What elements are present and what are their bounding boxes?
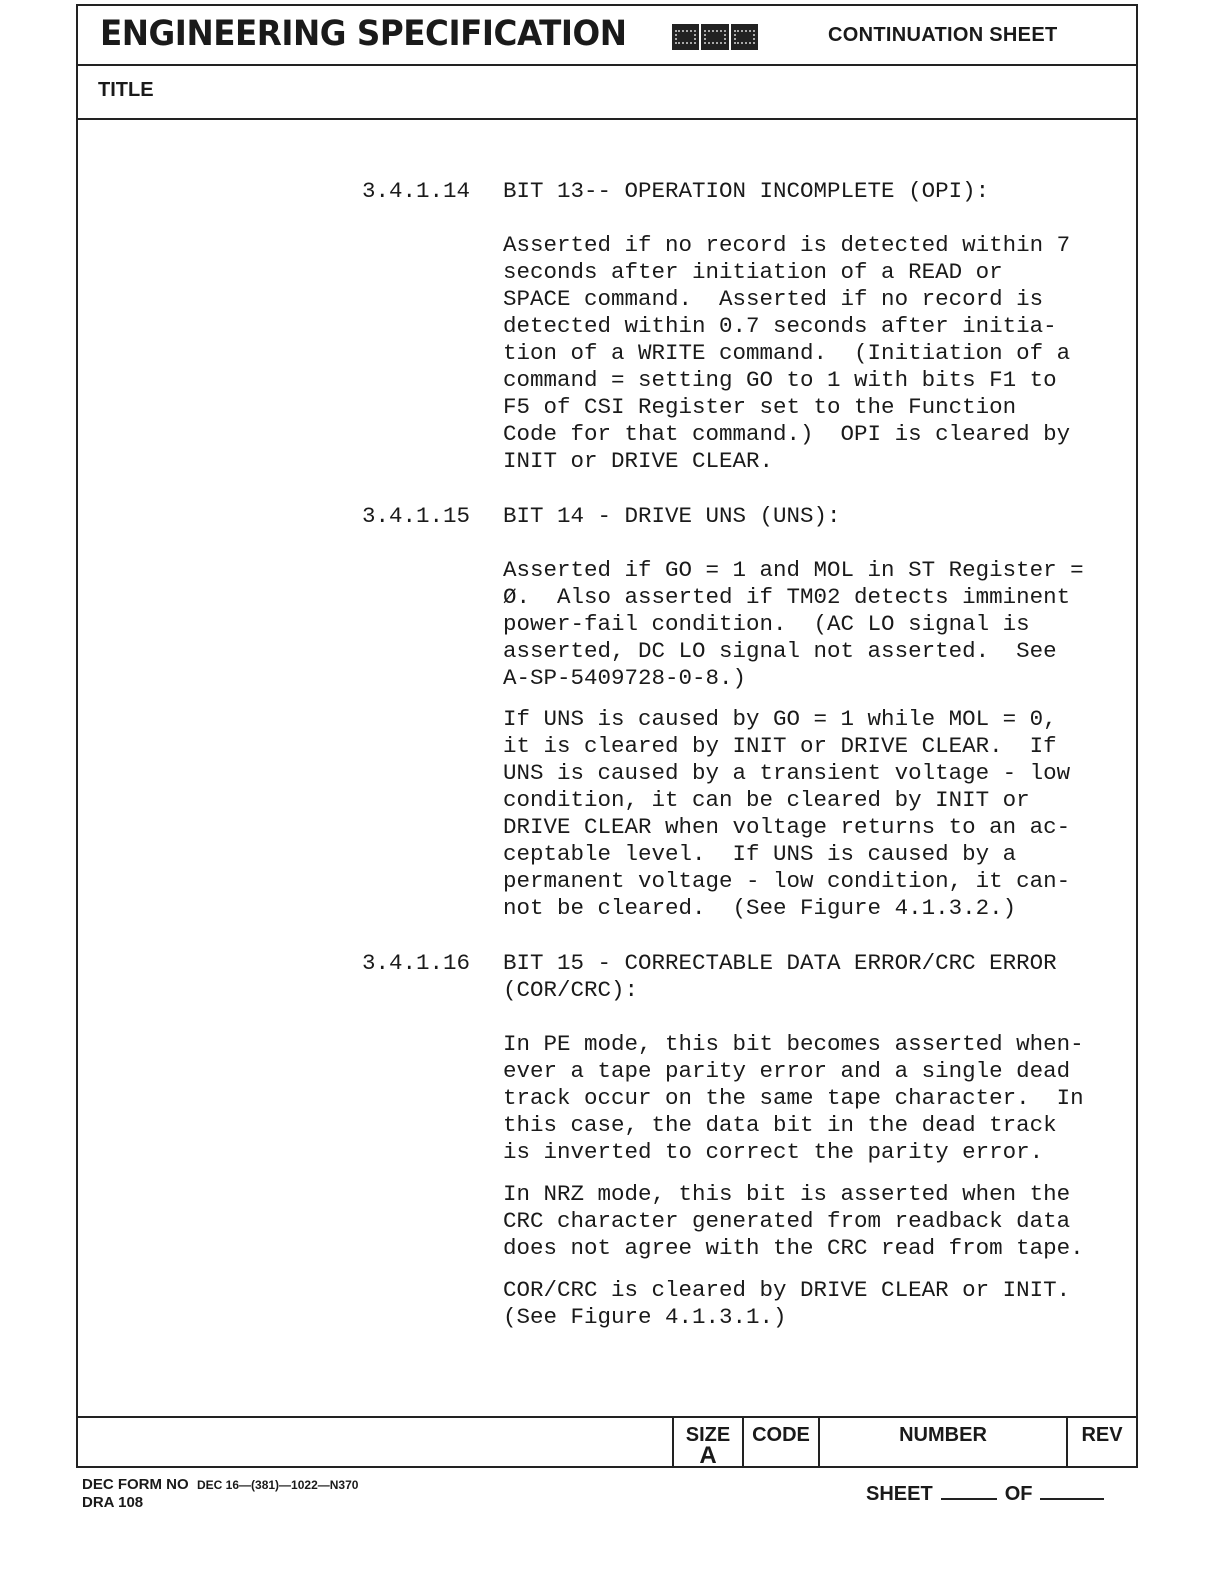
section-paragraph: In PE mode, this bit becomes asserted when- ever a tape parity error and a single dead track occur on the same tape character. In this case, the data bit in the dead track is inverted to correct the parity error. <box>503 1031 1084 1165</box>
title-row <box>78 64 1136 120</box>
form-no-label: DEC FORM NO <box>82 1476 189 1493</box>
number-cell <box>818 1418 1068 1468</box>
size-value: A <box>699 1442 717 1469</box>
form-no-value: DEC 16—(381)—1022—N370 <box>197 1478 359 1492</box>
section-number: 3.4.1.16 <box>362 950 471 976</box>
dra-number: DRA 108 <box>82 1494 144 1511</box>
code-cell <box>742 1418 818 1468</box>
form-footer <box>78 1416 1136 1468</box>
sheet-counter <box>866 1482 1104 1506</box>
size-label: SIZE <box>685 1424 731 1446</box>
section-number: 3.4.1.15 <box>362 503 471 529</box>
section-heading: BIT 14 - DRIVE UNS (UNS): <box>503 503 841 529</box>
continuation-sheet-label: CONTINUATION SHEET <box>828 24 1058 46</box>
number-label: NUMBER <box>899 1424 987 1446</box>
rev-cell <box>1068 1418 1136 1468</box>
section-heading: BIT 13-- OPERATION INCOMPLETE (OPI): <box>503 178 990 204</box>
sheet-total-blank <box>1040 1482 1104 1500</box>
section-paragraph: Asserted if no record is detected within 7 seconds after initiation of a READ or SPACE command. Asserted if no record is detected within 0.7 seconds after initia- tion of a WRITE command. (Initiation of a command = setting GO to 1 with bits F1 to F5 of CSI Register set to the Function Code for that command.) OPI is cleared by INIT or DRIVE CLEAR. <box>503 232 1071 474</box>
section-heading: BIT 15 - CORRECTABLE DATA ERROR/CRC ERROR (COR/CRC): <box>503 950 1057 1003</box>
section-paragraph: COR/CRC is cleared by DRIVE CLEAR or INIT. (See Figure 4.1.3.1.) <box>503 1277 1071 1330</box>
rev-label: REV <box>1081 1424 1123 1446</box>
form-title: ENGINEERING SPECIFICATION <box>100 14 627 54</box>
code-label: CODE <box>752 1424 810 1446</box>
form-number-block <box>82 1476 358 1511</box>
form-header <box>78 6 1136 66</box>
of-label: OF <box>1004 1483 1033 1505</box>
title-label: TITLE <box>98 79 154 101</box>
section-paragraph: In NRZ mode, this bit is asserted when the CRC character generated from readback data does not agree with the CRC read from tape. <box>503 1181 1084 1261</box>
dec-logo-icon <box>672 24 758 50</box>
sheet-label: SHEET <box>866 1483 933 1505</box>
size-cell <box>672 1418 742 1468</box>
section-paragraph: Asserted if GO = 1 and MOL in ST Register = Ø. Also asserted if TM02 detects imminent power-fail condition. (AC LO signal is asserted, DC LO signal not asserted. See A-SP-5409728-0-8.) <box>503 557 1084 691</box>
section-paragraph: If UNS is caused by GO = 1 while MOL = 0, it is cleared by INIT or DRIVE CLEAR. If UNS is caused by a transient voltage - low condition, it can be cleared by INIT or DRIVE CLEAR when voltage returns to an ac- ceptable level. If UNS is caused by a permanent voltage - low condition, it can- not be cleared. (See Figure 4.1.3.2.) <box>503 706 1071 921</box>
section-number: 3.4.1.14 <box>362 178 471 204</box>
sheet-number-blank <box>941 1482 997 1500</box>
